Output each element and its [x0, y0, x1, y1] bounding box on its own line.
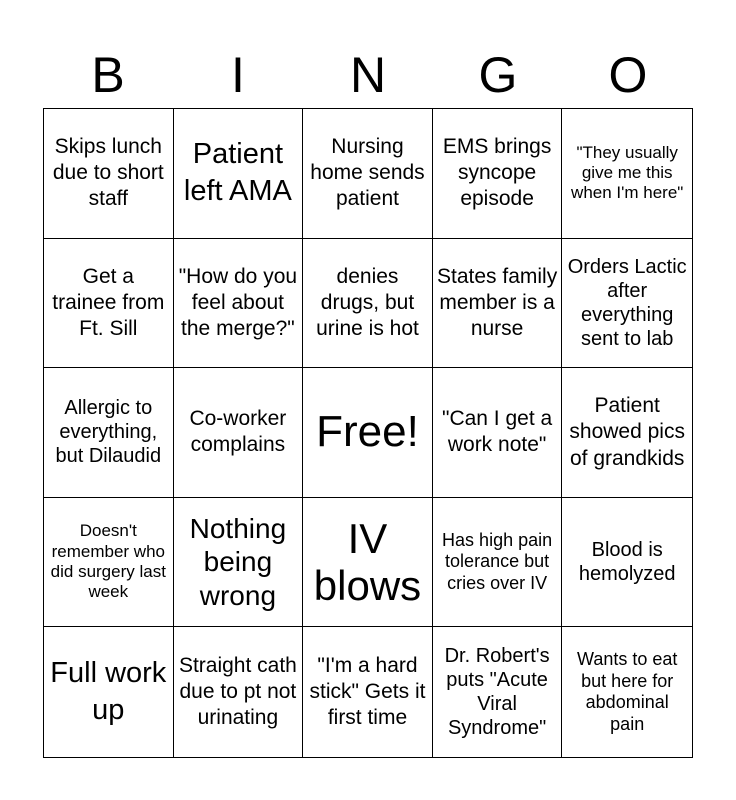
bingo-cell[interactable]: Blood is hemolyzed: [562, 498, 692, 628]
bingo-cell[interactable]: Orders Lactic after everything sent to lab: [562, 239, 692, 369]
bingo-cell[interactable]: IV blows: [303, 498, 433, 628]
bingo-cell[interactable]: "I'm a hard stick" Gets it first time: [303, 627, 433, 757]
bingo-cell[interactable]: Nursing home sends patient: [303, 109, 433, 239]
bingo-cell[interactable]: "Can I get a work note": [433, 368, 563, 498]
bingo-cell[interactable]: Straight cath due to pt not urinating: [174, 627, 304, 757]
bingo-cell[interactable]: Has high pain tolerance but cries over IV: [433, 498, 563, 628]
header-letter-n: N: [349, 47, 387, 103]
header-letter-o: O: [608, 47, 648, 103]
bingo-header: [43, 42, 693, 108]
bingo-cell[interactable]: Skips lunch due to short staff: [44, 109, 174, 239]
header-letter-b: B: [91, 47, 125, 103]
bingo-cell[interactable]: Dr. Robert's puts "Acute Viral Syndrome": [433, 627, 563, 757]
bingo-cell[interactable]: Patient showed pics of grandkids: [562, 368, 692, 498]
bingo-cell[interactable]: Wants to eat but here for abdominal pain: [577, 649, 678, 734]
bingo-cell[interactable]: Allergic to everything, but Dilaudid: [44, 368, 174, 498]
header-letter-i: I: [231, 47, 245, 103]
bingo-cell[interactable]: Doesn't remember who did surgery last week: [44, 498, 174, 628]
bingo-cell[interactable]: Full work up: [44, 627, 174, 757]
bingo-cell[interactable]: EMS brings syncope episode: [433, 109, 563, 239]
bingo-cell[interactable]: Get a trainee from Ft. Sill: [44, 239, 174, 369]
bingo-free-cell[interactable]: Free!: [303, 368, 433, 498]
bingo-cell[interactable]: Co-worker complains: [174, 368, 304, 498]
bingo-cell[interactable]: Patient left AMA: [174, 109, 304, 239]
bingo-cell[interactable]: denies drugs, but urine is hot: [303, 239, 433, 369]
bingo-cell[interactable]: "How do you feel about the merge?": [174, 239, 304, 369]
header-letter-g: G: [478, 47, 518, 103]
bingo-cell[interactable]: "They usually give me this when I'm here": [562, 109, 692, 239]
bingo-cell[interactable]: Nothing being wrong: [174, 498, 304, 628]
bingo-cell[interactable]: States family member is a nurse: [433, 239, 563, 369]
bingo-board: [43, 108, 693, 758]
